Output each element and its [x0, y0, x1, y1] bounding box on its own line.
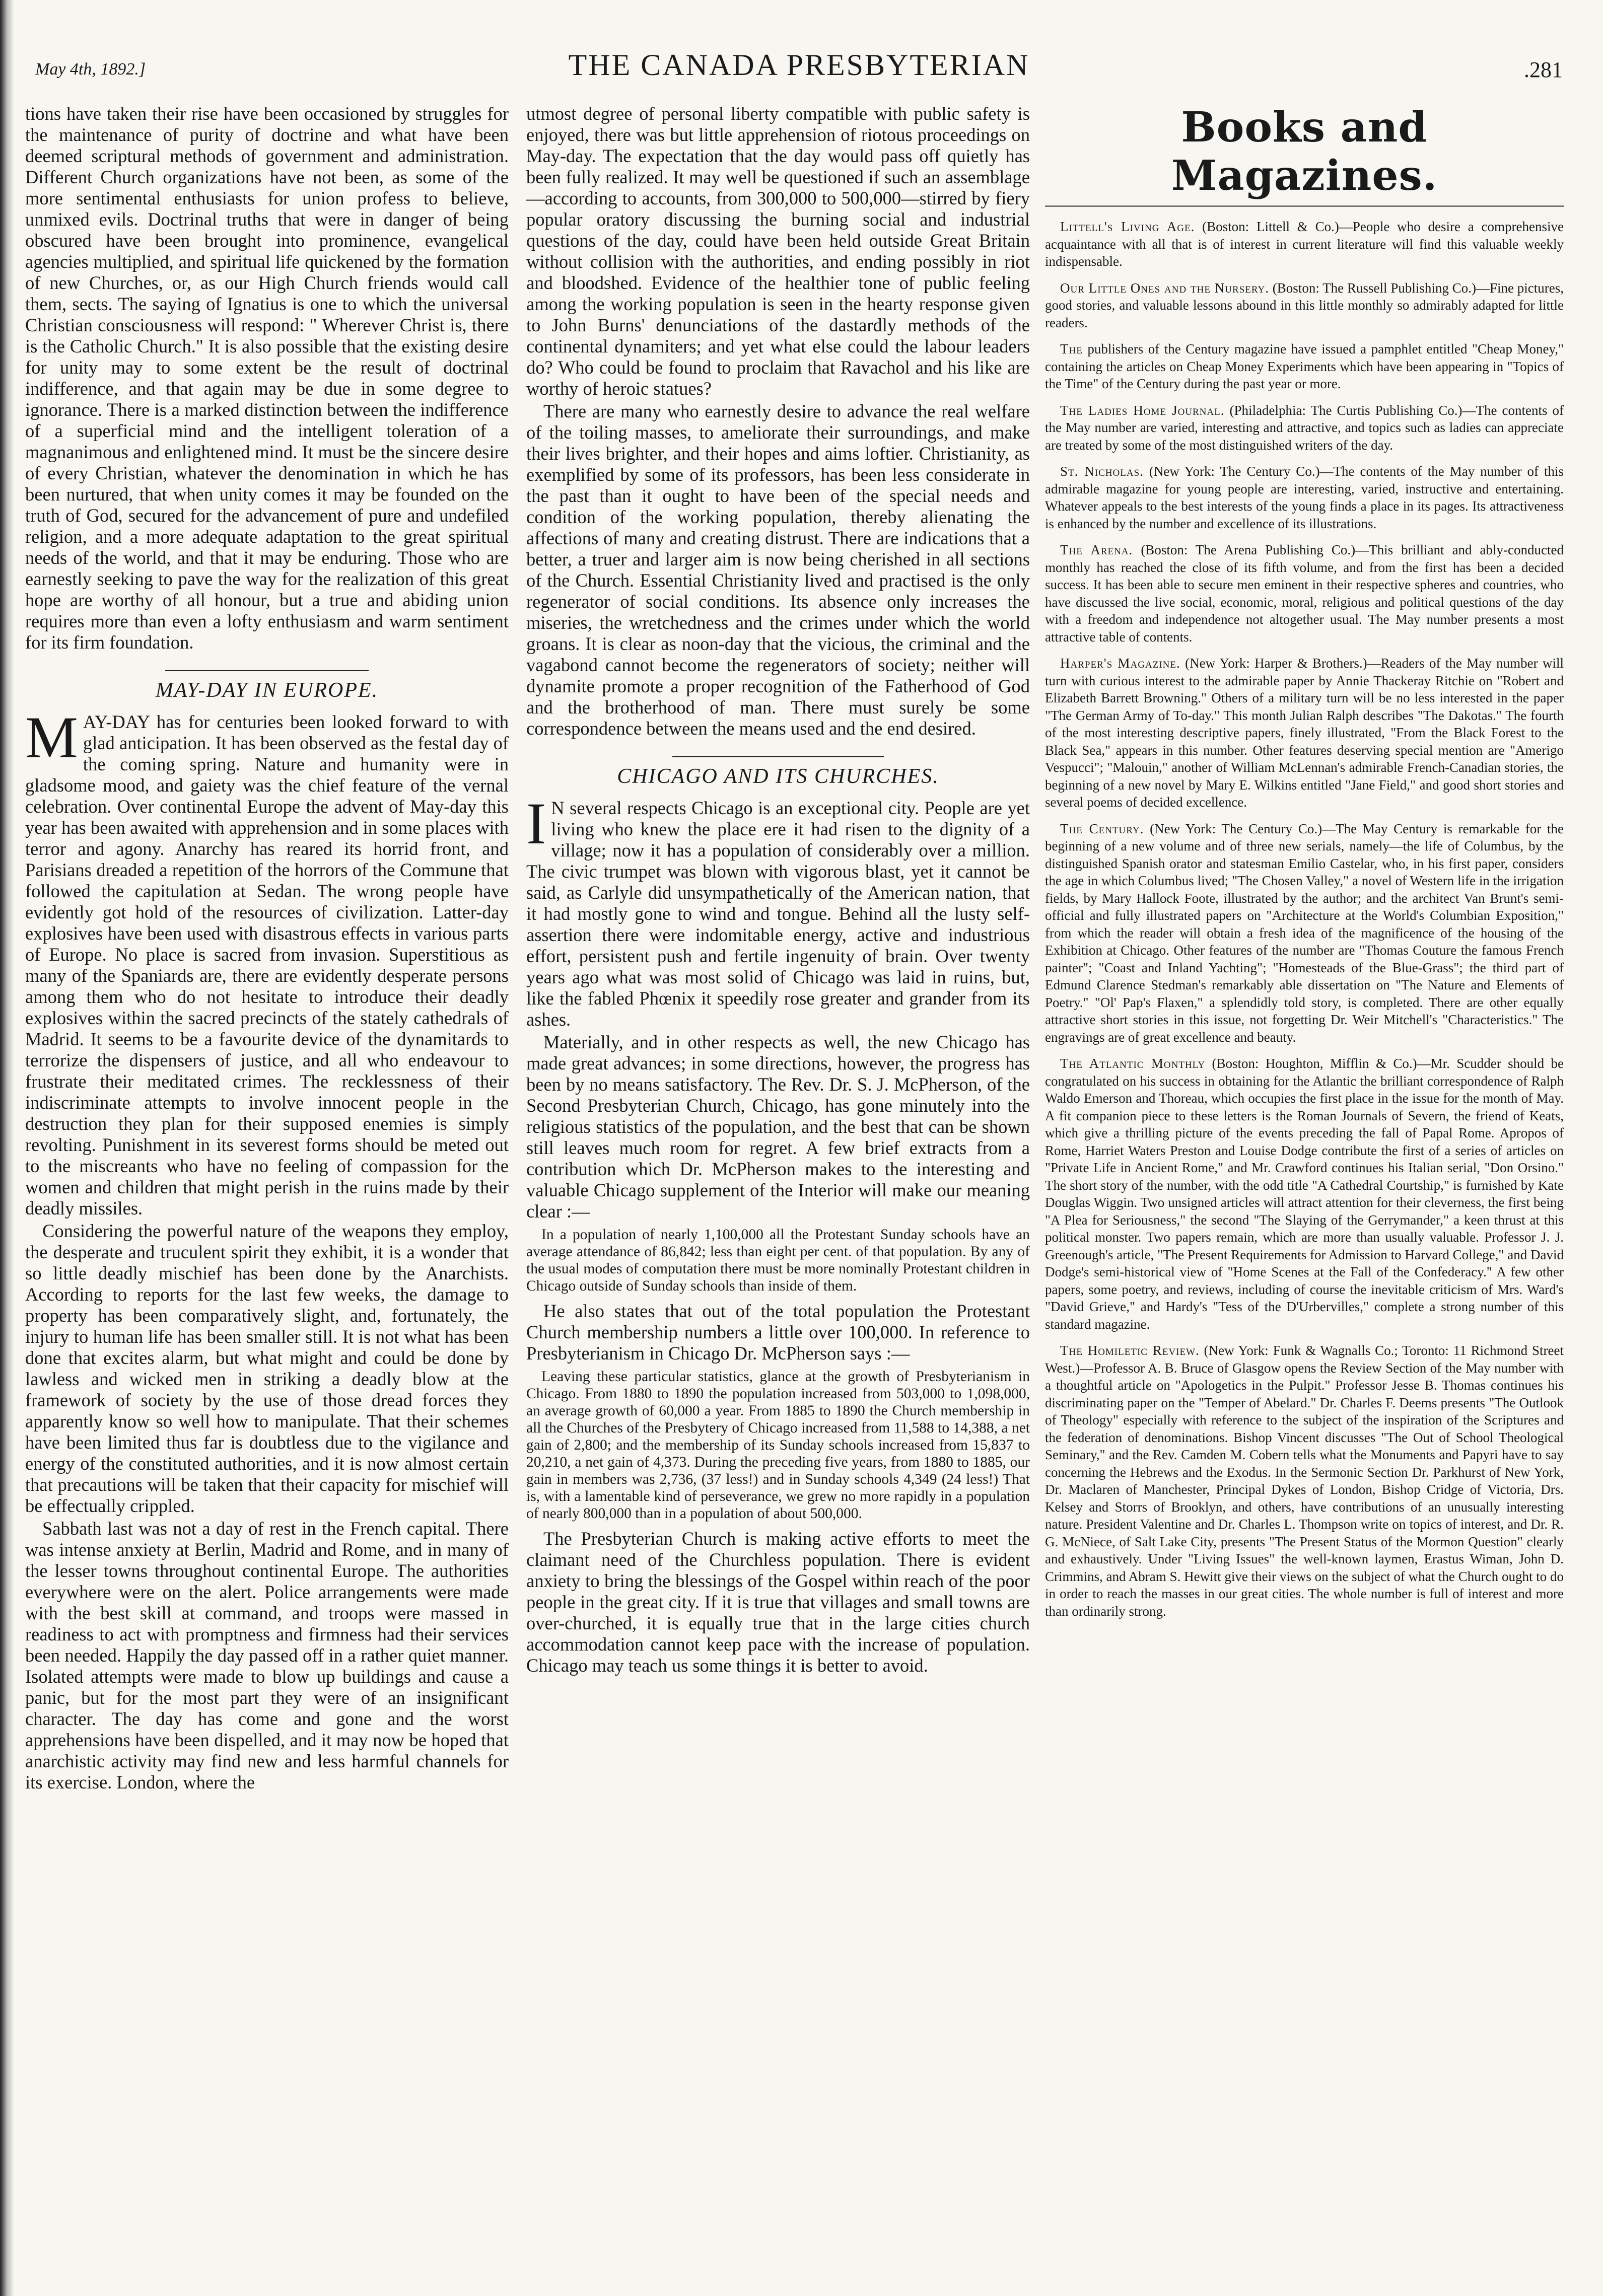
paragraph: I N several respects Chicago is an exceptional city. People are yet living who knew the place ere it had risen to the dignity of a village; now it has a population of considerably over a million. The civic trumpet was blown with vigorous blast, yet it cannot be said, as Carlyle did unsympathetically of the American nation, that it had mostly gone to wind and tongue. Behind all the lusty self-assertion there were indomitable energy, active and industrious effort, persistent push and fertile ingenuity of brain. Over twenty years ago what was most solid of Chicago was laid in ruins, but, like the fabled Phœnix it speedily rose greater and grander from its ashes.	[526, 791, 1030, 1030]
block-quote: In a population of nearly 1,100,000 all the Protestant Sunday schools have an average attendance of 86,842; less than eight per cent. of that population. By any of the usual modes of computation there must be more nominally Protestant children in Chicago outside of Sunday schools than inside of them.	[526, 1227, 1030, 1294]
review-text: (New York: Harper & Brothers.)—Readers of the May number will turn with curious interest to the admirable paper by Annie Thackeray Ritchie on "Robert and Elizabeth Barrett Browning." Others of a military turn will be no less interested in the paper "The German Army of To-day." This month Julian Ralph describes "The Dakotas." The fourth of the most interesting descriptive papers, finely illustrated, "From the Black Forest to the Black Sea," appears in this number. Other features deserving special mention are "Amerigo Vespucci"; "Malouin," another of William McLennan's admirable French-Canadian stories, the beginning of a new novel by Mary E. Wilkins entitled "Jane Field," and good short stories and several poems of decided excellence.	[1045, 656, 1564, 810]
review-publication: The Ladies Home Journal.	[1060, 402, 1225, 418]
review-item	[1045, 820, 1564, 1046]
books-magazines-heading: Books and Magazines.	[1171, 103, 1438, 200]
section-rule	[672, 756, 884, 757]
page-header	[35, 48, 1563, 88]
drop-cap: I	[526, 791, 546, 856]
review-text: (New York: Funk & Wagnalls Co.; Toronto: 11 Richmond Street West.)—Professor A. B. Bruce of Glasgow opens the Review Section of the May number with a thoughtful article on "Apologetics in the Pulpit." Professor Jesse B. Thomas continues his discriminating paper on the "Temper of Abelard." Dr. Charles F. Deems presents "The Outlook of Theology" especially with reference to the subject of the inspiration of the Scriptures and the federation of denominations. Bishop Vincent discusses "The Out of School Theological Seminary," and the Rev. Camden M. Cobern tells what the Monuments and Papyri have to say concerning the Hebrews and the Exodus. In the Sermonic Section Dr. Parkhurst of New York, Dr. Maclaren of Manchester, Principal Dykes of London, Bishop Cridge of Victoria, Drs. Kelsey and Storrs of Brooklyn, and others, have contributions of an unusually interesting nature. President Valentine and Dr. Charles L. Thompson write on topics of interest, and Dr. R. G. McNiece, of Salt Lake City, presents "The Present Status of the Mormon Question" clearly and exhaustively. Under "Living Issues" the well-known laymen, Erastus Wiman, John D. Crimmins, and Abram S. Hewitt give their views on the subject of what the Church ought to do in order to reach the masses in our great cities. The whole number is full of interest and more than ordinarily strong.	[1045, 1343, 1564, 1619]
paragraph: There are many who earnestly desire to advance the real welfare of the toiling masses, to ameliorate their surroundings, and make their lives brighter, and their hopes and aims loftier. Christianity, as exemplified by some of its professors, has been less considerate in the past than it ought to have been of the special needs and condition of the working population, thereby alienating the affections of many and creating distrust. There are indications that a better, a truer and larger aim is now being cherished in all sections of the Church. Essential Christianity lived and practised is the only regenerator of social conditions. Its absence only increases the miseries, the wretchedness and the crimes under which the world groans. It is clear as noon-day that the vicious, the criminal and the vagabond cannot become the regenerators of society; neither will dynamite promote a proper recognition of the Fatherhood of God and the brotherhood of man. There must surely be some correspondence between the means used and the end desired.	[526, 401, 1030, 739]
review-list	[1045, 218, 1564, 1620]
page-number: .281	[1524, 57, 1563, 82]
review-item	[1045, 463, 1564, 532]
paragraph: tions have taken their rise have been occasioned by struggles for the maintenance of purity of doctrine and what have been deemed scriptural methods of government and administration. Different Church organizations have not been, as some of the more sentimental enthusiasts for union profess to believe, unmixed evils. Doctrinal truths that were in danger of being obscured have been brought into prominence, evangelical agencies multiplied, and spiritual life quickened by the formation of new Churches, or, as our High Church friends would call them, sects. The saying of Ignatius is one to which the universal Christian consciousness will respond: " Wherever Christ is, there is the Catholic Church." It is also possible that the existing desire for unity may to some extent be the result of doctrinal indifference, and that again may be due in some degree to ignorance. There is a marked distinction between the indifference of a superficial mind and the intelligent toleration of a magnanimous and enlightened mind. It must be the sincere desire of every Christian, whatever the denomination in which he has been nurtured, that when unity comes it may be founded on the truth of God, secured for the advancement of pure and undefiled religion, and a more adequate adaptation to the great spiritual needs of the world, and that it may be enduring. Those who are earnestly seeking to pave the way for the realization of this great hope are worthy of all honour, but a true and abiding union requires more than even a lofty enthusiasm and warm sentiment for its firm foundation.	[25, 103, 509, 653]
review-item	[1045, 218, 1564, 270]
review-item	[1045, 279, 1564, 332]
review-item	[1045, 541, 1564, 645]
review-publication: The Atlantic Monthly	[1060, 1056, 1206, 1071]
review-text: (New York: The Century Co.)—The contents of the May number of this admirable magazine for young people are interesting, varied, instructive and entertaining. Whatever appeals to the best interests of the young finds a place in its pages. Its attractiveness is enhanced by the number and excellence of its illustrations.	[1045, 464, 1564, 531]
review-publication: Littell's Living Age.	[1060, 219, 1195, 234]
review-text: (Philadelphia: The Curtis Publishing Co.)—The contents of the May number are varied, interesting and attractive, and topics such as ladies can appreciate are treated by some of the most distinguished writers of the day.	[1045, 402, 1564, 453]
review-item	[1045, 1055, 1564, 1333]
review-publication: The Arena.	[1060, 542, 1133, 557]
section-rule	[165, 670, 368, 671]
review-item	[1045, 402, 1564, 454]
review-text: (Boston: Littell & Co.)—People who desire a comprehensive acquaintance with all that is of interest in current literature will find this valuable weekly indispensable.	[1045, 219, 1564, 269]
paragraph: The Presbyterian Church is making active efforts to meet the claimant need of the Churchless population. There is evident anxiety to bring the blessings of the Gospel within reach of the poor people in the great city. If it is true that villages and small towns are over-churched, it is equally true that in the large cities church accommodation cannot keep pace with the increase of population. Chicago may teach us some things it is better to avoid.	[526, 1528, 1030, 1676]
paragraph: MAY-DAY has for centuries been looked forward to with glad anticipation. It has been observed as the festal day of the coming spring. Nature and humanity were in gladsome mood, and gaiety was the chief feature of the vernal celebration. Over continental Europe the advent of May-day this year has been awaited with apprehension and in some places with terror and agony. Anarchy has reared its horrid front, and Parisians dreaded a repetition of the horrors of the Commune that followed the capitulation at Sedan. The wrong people have evidently got hold of the resources of civilization. Latter-day explosives have been used with disastrous effects in various parts of Europe. No place is sacred from invasion. Superstitious as many of the Spaniards are, there are evidently desperate persons among them who do not hesitate to introduce their deadly explosives within the sacred precincts of the stately cathedrals of Madrid. It seems to be a favourite device of the dynamitards to terrorize the dispensers of justice, and all who endeavour to frustrate their meditated crimes. The recklessness of their indiscriminate attempts to involve innocent people in the destruction they plan for their supposed enemies is simply revolting. Punishment in its severest forms should be meted out to the miscreants who have no feeling of compassion for the women and children that might perish in the ruins made by their deadly missiles.	[25, 704, 509, 1218]
review-text: (Boston: The Arena Publishing Co.)—This brilliant and ably-conducted monthly has reached the close of its fifth volume, and from the first has been a decided success. It has been able to secure men eminent in their respective spheres and countries, who have discussed the live social, economic, moral, religious and political questions of the day with a freedom and independence not altogether usual. The May number presents a most attractive table of contents.	[1045, 542, 1564, 644]
heading-rule	[1045, 205, 1564, 207]
review-text: (New York: The Century Co.)—The May Century is remarkable for the beginning of a new volume and of three new serials, namely—the life of Columbus, by the distinguished Spanish orator and statesman Emilio Castelar, who, in his first paper, considers the age in which Columbus lived; "The Chosen Valley," a novel of Western life in the irrigation fields, by Mary Hallock Foote, illustrated by the author; and the architect Van Brunt's semi-official and fully illustrated papers on "Architecture at the World's Columbian Exposition," from which the reader will obtain a fresh idea of the magnificence of the housing of the Exhibition at Chicago. Other features of the number are "Thomas Couture the famous French painter"; "Coast and Inland Yachting"; "Homesteads of the Blue-Grass"; the third part of Edmund Clarence Stedman's remarkably able dissertation on "The Nature and Elements of Poetry." "Ol' Pap's Flaxen," a splendidly told story, is completed. There are other equally attractive short stories in this issue, not forgetting Dr. Weir Mitchell's "Characteristics." The engravings are of great excellence and beauty.	[1045, 821, 1564, 1045]
review-item	[1045, 1342, 1564, 1620]
section-title-chicago: CHICAGO AND ITS CHURCHES.	[617, 765, 939, 788]
paragraph: utmost degree of personal liberty compatible with public safety is enjoyed, there was but little apprehension of riotous proceedings on May-day. The expectation that the day would pass off quietly has been fully realized. It may well be questioned if such an assemblage—according to accounts, from 300,000 to 500,000—stirred by fiery popular oratory discussing the burning social and industrial questions of the day, could have been held outside Great Britain without collision with the authorities, and ending possibly in riot and bloodshed. Evidence of the healthier tone of public feeling among the working population is seen in the hearty response given to John Burns' denunciations of the dastardly methods of the continental dynamiters; and yet what else could the labour leaders do? Who could be found to proclaim that Ravachol and his like are worthy of heroic statues?	[526, 103, 1030, 399]
review-text: (Boston: Houghton, Mifflin & Co.)—Mr. Scudder should be congratulated on his success in obtaining for the Atlantic the brilliant correspondence of Ralph Waldo Emerson and Thoreau, which occupies the first place in the issue for the month of May. A fit companion piece to these letters is the Roman Journals of Severn, the friend of Keats, which give a thrilling picture of the events preceding the fall of Papal Rome. Apropos of Rome, Harriet Waters Preston and Louise Dodge contribute the first of a series of articles on "Private Life in Ancient Rome," and Mr. Crawford continues his Italian serial, "Don Orsino." The short story of the number, with the odd title "A Cathedral Courtship," is furnished by Kate Douglas Wiggin. Two unsigned articles will attract attention for their cleverness, the first being "A Plea for Seriousness," the second "The Slaying of the Gerrymander," a keen thrust at this political monster. Two papers remain, which are more than usually valuable. Professor J. J. Greenough's article, "The Present Requirements for Admission to Harvard College," and David Dodge's semi-historical view of "Home Scenes at the Fall of the Confederacy." A few other papers, some poetry, and reviews, including of course the inevitable criticism of Mrs. Ward's "David Grieve," and Hardy's "Tess of the D'Urbervilles," complete a strong number of this standard magazine.	[1045, 1056, 1564, 1332]
review-publication: St. Nicholas.	[1060, 464, 1144, 479]
drop-cap: M	[25, 704, 78, 770]
review-text: publishers of the Century magazine have issued a pamphlet entitled "Cheap Money," containing the articles on Cheap Money Experiments which have been appearing in "Topics of the Time" of the Century during the past year or more.	[1045, 341, 1564, 391]
review-publication: Harper's Magazine.	[1060, 656, 1180, 671]
review-text: (Boston: The Russell Publishing Co.)—Fine pictures, good stories, and valuable lessons abound in this little monthly so admirably adapted for little readers.	[1045, 280, 1564, 330]
paragraph: Sabbath last was not a day of rest in the French capital. There was intense anxiety at Berlin, Madrid and Rome, and in many of the lesser towns throughout continental Europe. The authorities everywhere were on the alert. Police arrangements were made with the best skill at command, and troops were massed in readiness to act with promptness and firmness had their services been needed. Happily the day passed off in a rather quiet manner. Isolated attempts were made to blow up buildings and cause a panic, but for the most part they were of an insignificant character. The day has come and gone and the worst apprehensions have been dispelled, and it may now be hoped that anarchistic activity may find new and less harmful channels for its exercise. London, where the	[25, 1518, 509, 1792]
paragraph: He also states that out of the total population the Protestant Church membership numbers a little over 100,000. In reference to Presbyterianism in Chicago Dr. McPherson says :—	[526, 1301, 1030, 1364]
block-quote: Leaving these particular statistics, glance at the growth of Presbyterianism in Chicago. From 1880 to 1890 the population increased from 503,000 to 1,098,000, an average growth of 60,000 a year. From 1885 to 1890 the Church membership in all the Churches of the Presbytery of Chicago increased from 11,588 to 14,388, a net gain of 2,800; and the membership of its Sunday schools increased from 15,837 to 20,210, a net gain of 4,373. During the preceding five years, from 1880 to 1885, our gain in members was 2,736, (37 less!) and in Sunday schools 4,349 (24 less!) That is, with a lamentable kind of perseverance, we grew no more rapidly in a population of nearly 800,000 than in a population of about 500,000.	[526, 1369, 1030, 1522]
review-publication: The Homiletic Review.	[1060, 1343, 1200, 1358]
column-1	[25, 103, 509, 1795]
paragraph: Considering the powerful nature of the weapons they employ, the desperate and truculent spirit they exhibit, it is a wonder that so little deadly mischief has been done by the Anarchists. According to reports for the last few weeks, the damage to property has been comparatively slight, and, fortunately, the injury to human life has been smaller still. It is not what has been done that excites alarm, but what might and could be done by lawless and wicked men in striking a deadly blow at the framework of society by the use of those dread forces they apparently know so well how to manipulate. That their schemes have been limited thus far is doubtless due to the vigilance and energy of the constituted authorities, and it is now almost certain that precautions will be taken that their capacity for mischief will be effectually crippled.	[25, 1221, 509, 1516]
column-2	[526, 103, 1030, 1678]
review-publication: The Century.	[1060, 821, 1144, 836]
header-date: May 4th, 1892.]	[35, 60, 146, 79]
review-publication: Our Little Ones and the Nursery.	[1060, 280, 1269, 296]
paragraph: Materially, and in other respects as well, the new Chicago has made great advances; in some directions, however, the progress has been by no means satisfactory. The Rev. Dr. S. J. McPherson, of the Second Presbyterian Church, Chicago, has gone minutely into the religious statistics of the population, and the best that can be shown still leaves much room for regret. A few brief extracts from a contribution which Dr. McPherson makes to the interesting and valuable Chicago supplement of the Interior will make our meaning clear :—	[526, 1032, 1030, 1222]
page-edge-shadow	[0, 0, 14, 2296]
newspaper-title: THE CANADA PRESBYTERIAN	[568, 48, 1030, 82]
section-title-mayday: MAY-DAY IN EUROPE.	[155, 679, 379, 702]
review-publication: The	[1060, 341, 1083, 356]
review-item	[1045, 655, 1564, 811]
column-3-books-magazines	[1045, 103, 1564, 1629]
review-item	[1045, 340, 1564, 393]
